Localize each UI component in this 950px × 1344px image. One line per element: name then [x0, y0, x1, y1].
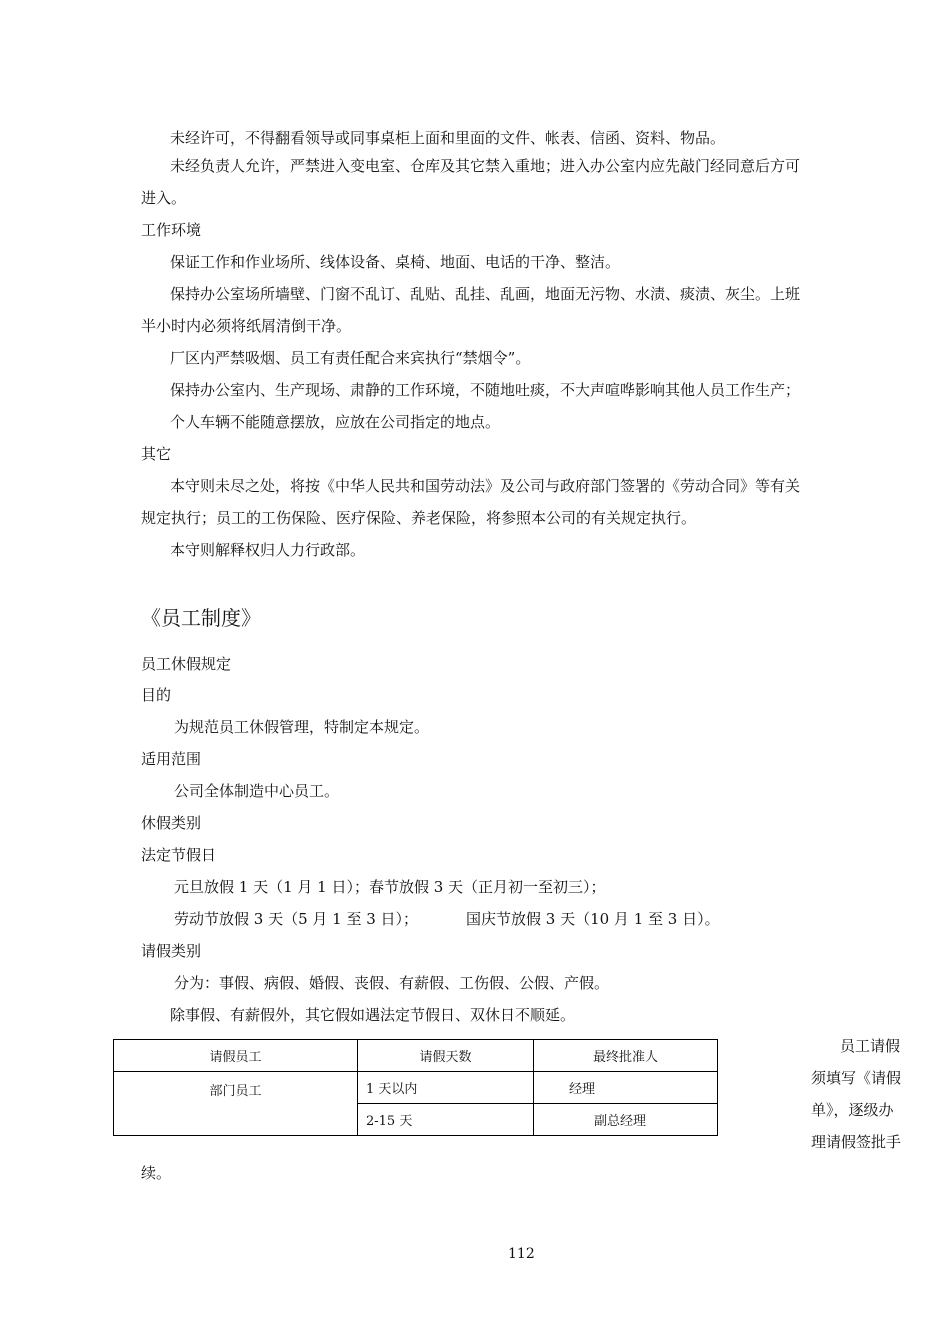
heading-work-environment: 工作环境: [141, 221, 202, 239]
paragraph: 元旦放假 1 天（1 月 1 日）；春节放假 3 天（正月初一至初三）；: [174, 878, 606, 896]
paragraph: 保证工作和作业场所、线体设备、桌椅、地面、电话的干净、整洁。: [170, 253, 621, 271]
paragraph: 为规范员工休假管理，特制定本规定。: [174, 718, 430, 736]
paragraph: 未经负责人允许，严禁进入变电室、仓库及其它禁入重地；进入办公室内应先敲门经同意后方可: [170, 157, 801, 175]
paragraph: 保持办公室内、生产现场、肃静的工作环境，不随地吐痰，不大声喧哗影响其他人员工作生产；: [170, 381, 801, 399]
table-cell-employee: 部门员工: [114, 1072, 358, 1136]
paragraph: 公司全体制造中心员工。: [174, 782, 340, 800]
paragraph: 续。: [141, 1164, 172, 1182]
side-note-line: 员工请假: [840, 1037, 901, 1055]
paragraph: 劳动节放假 3 天（5 月 1 至 3 日）；: [174, 910, 419, 928]
side-note-line: 单》，逐级办: [811, 1101, 894, 1119]
paragraph: 分为：事假、病假、婚假、丧假、有薪假、工伤假、公假、产假。: [174, 974, 610, 992]
table-row: [114, 1072, 718, 1104]
side-note-line: 理请假签批手: [811, 1133, 902, 1151]
heading-holidays: 法定节假日: [141, 846, 217, 864]
section-title: 《员工制度》: [141, 606, 261, 630]
paragraph: 国庆节放假 3 天（10 月 1 至 3 日）。: [466, 910, 720, 928]
heading-other: 其它: [141, 445, 172, 463]
side-note-line: 须填写《请假: [811, 1069, 902, 1087]
paragraph: 半小时内必须将纸屑清倒干净。: [141, 317, 352, 335]
paragraph: 保持办公室场所墙壁、门窗不乱订、乱贴、乱挂、乱画，地面无污物、水渍、痰渍、灰尘。上班: [170, 285, 801, 303]
paragraph: 除事假、有薪假外，其它假如遇法定节假日、双休日不顺延。: [170, 1006, 576, 1024]
table-cell-days: 1 天以内: [358, 1072, 534, 1104]
paragraph: 个人车辆不能随意摆放，应放在公司指定的地点。: [170, 413, 501, 431]
table-cell-days: 2-15 天: [358, 1104, 534, 1136]
table-header: 请假员工: [114, 1040, 358, 1072]
leave-approval-table: [113, 1039, 718, 1136]
table-cell-approver: 经理: [534, 1072, 718, 1104]
paragraph: 本守则未尽之处，将按《中华人民共和国劳动法》及公司与政府部门签署的《劳动合同》等有关: [170, 477, 801, 495]
table-cell-approver: 副总经理: [534, 1104, 718, 1136]
paragraph: 未经许可，不得翻看领导或同事桌柜上面和里面的文件、帐表、信函、资料、物品。: [170, 129, 726, 147]
table-header: 最终批准人: [534, 1040, 718, 1072]
heading-purpose: 目的: [141, 686, 172, 704]
paragraph: 本守则解释权归人力行政部。: [170, 541, 366, 559]
table-header-row: [114, 1040, 718, 1072]
heading-scope: 适用范围: [141, 750, 202, 768]
heading-request-types: 请假类别: [141, 942, 202, 960]
table-header: 请假天数: [358, 1040, 534, 1072]
paragraph: 进入。: [141, 189, 187, 207]
heading-leave-rules: 员工休假规定: [141, 655, 232, 673]
paragraph: 规定执行；员工的工伤保险、医疗保险、养老保险，将参照本公司的有关规定执行。: [141, 509, 697, 527]
page-number: 112: [508, 1246, 535, 1262]
paragraph: 厂区内严禁吸烟、员工有责任配合来宾执行“禁烟令”。: [170, 349, 531, 367]
heading-leave-types: 休假类别: [141, 814, 202, 832]
